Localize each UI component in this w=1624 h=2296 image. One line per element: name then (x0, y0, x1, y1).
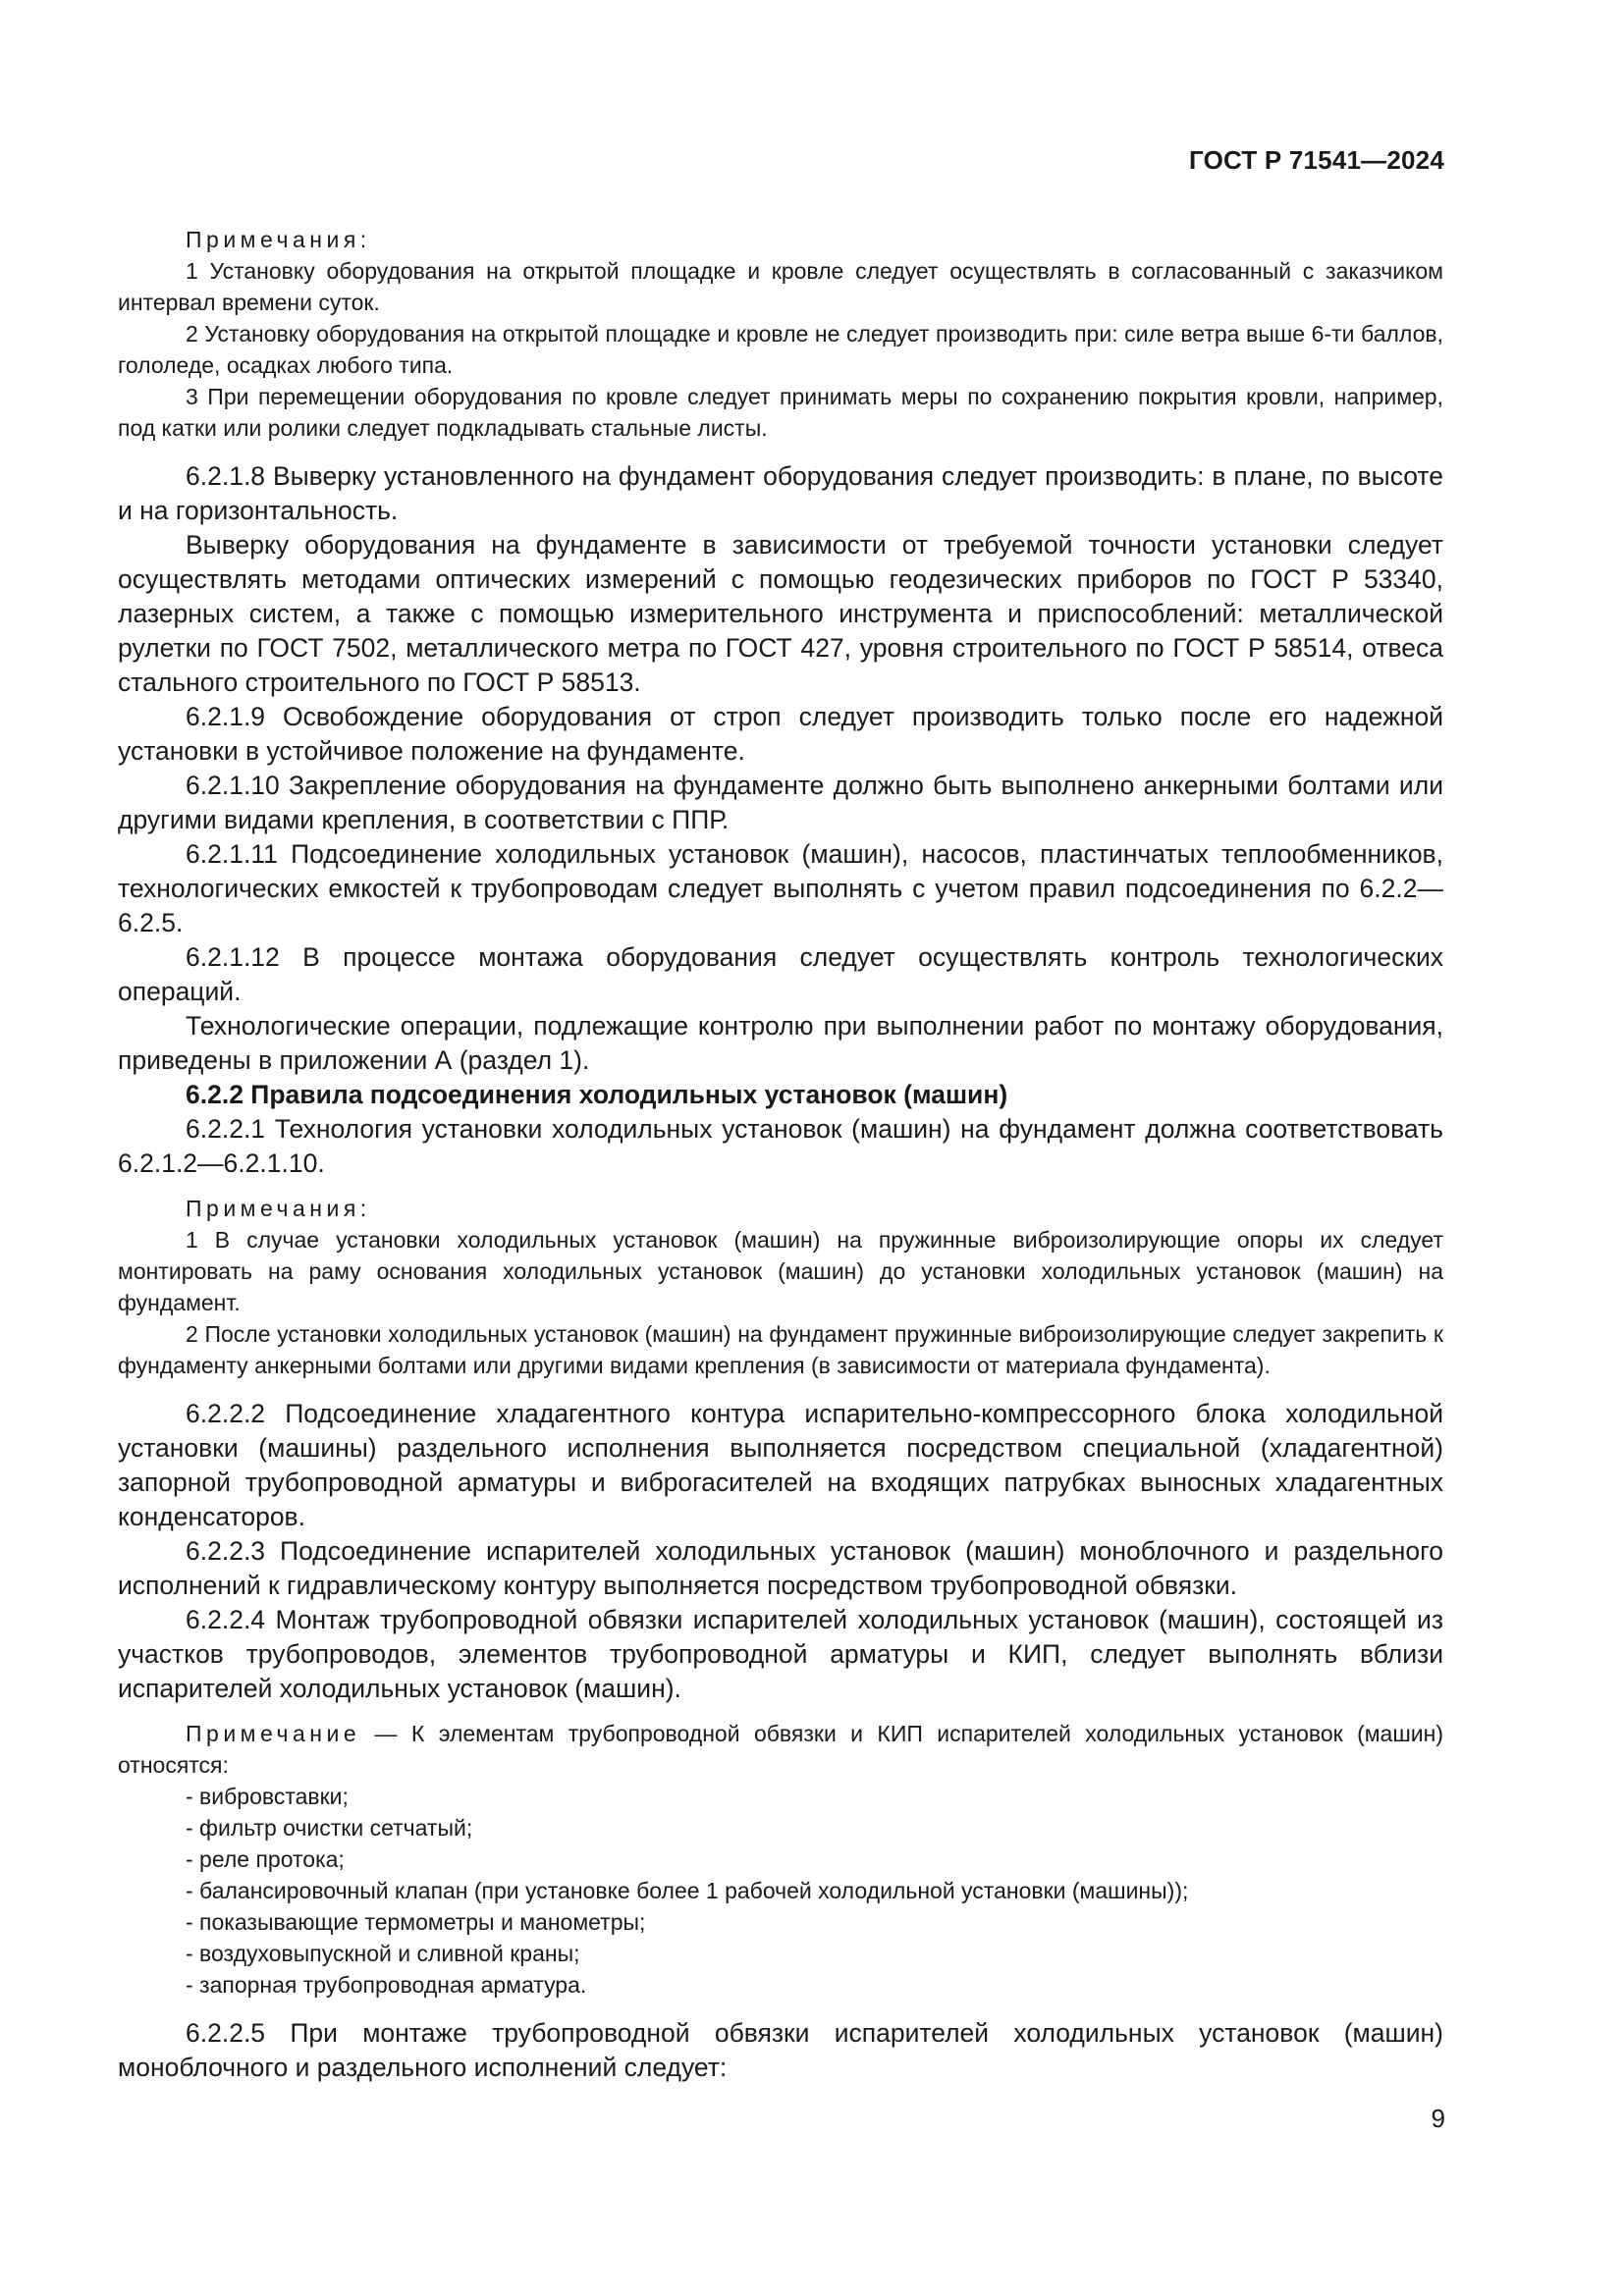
clause-6223: 6.2.2.3 Подсоединение испарителей холодильных установок (машин) моноблочного и раздельного исполнений к гидравлическому контуру выполняется посредством трубопроводной обвязки. (118, 1536, 1443, 1600)
list-item: - показывающие термометры и манометры; (186, 1909, 646, 1935)
note-item: 1 Установку оборудования на открытой площадке и кровле следует осуществлять в согласованный с заказчиком интервал времени суток. (118, 258, 1443, 315)
clause-62112-continued: Технологические операции, подлежащие контролю при выполнении работ по монтажу оборудования, приведены в приложении А (раздел 1). (118, 1011, 1443, 1075)
list-item: - запорная трубопроводная арматура. (186, 1972, 587, 1998)
clause-6219: 6.2.1.9 Освобождение оборудования от строп следует производить только после его надежной установки в устойчивое положение на фундаменте. (118, 702, 1443, 766)
clause-62112: 6.2.1.12 В процессе монтажа оборудования следует осуществлять контроль технологических операций. (118, 942, 1443, 1006)
list-item: - балансировочный клапан (при установке более 1 рабочей холодильной установки (машины)); (186, 1878, 1189, 1903)
notes-label: Примечания: (186, 1196, 371, 1221)
clause-6225: 6.2.2.5 При монтаже трубопроводной обвязки испарителей холодильных установок (машин) моноблочного и раздельного исполнений следует: (118, 2018, 1443, 2082)
clause-6224: 6.2.2.4 Монтаж трубопроводной обвязки испарителей холодильных установок (машин), состоящей из участков трубопроводов, элементов трубопроводной арматуры и КИП, следует выполнять вблизи испарителей холодильных установок (машин). (118, 1605, 1443, 1703)
section-heading-622: 6.2.2 Правила подсоединения холодильных установок (машин) (186, 1080, 1008, 1109)
note-item: 1 В случае установки холодильных установок (машин) на пружинные виброизолирующие опоры их следует монтировать на раму основания холодильных установок (машин) до установки холодильных установок (машин) на фундамент. (118, 1227, 1443, 1315)
document-body (118, 224, 1443, 2085)
clause-62111: 6.2.1.11 Подсоединение холодильных установок (машин), насосов, пластинчатых теплообменников, технологических емкостей к трубопроводам следует выполнять с учетом правил подсоединения по 6.2.2—6.2.5. (118, 839, 1443, 937)
notes-label: Примечания: (186, 227, 371, 252)
document-code-header: ГОСТ Р 71541—2024 (1189, 145, 1444, 175)
note-item: 2 После установки холодильных установок (машин) на фундамент пружинные виброизолирующие следует закрепить к фундаменту анкерными болтами или другими видами крепления (в зависимости от материала фундамента). (118, 1321, 1443, 1378)
clause-6221: 6.2.2.1 Технология установки холодильных установок (машин) на фундамент должна соответствовать 6.2.1.2—6.2.1.10. (118, 1114, 1443, 1178)
list-item: - реле протока; (186, 1846, 345, 1872)
note-paragraph (118, 1718, 1443, 1781)
clause-62110: 6.2.1.10 Закрепление оборудования на фундаменте должно быть выполнено анкерными болтами или другими видами крепления, в соответствии с ППР. (118, 771, 1443, 834)
list-item: - вибровставки; (186, 1784, 349, 1809)
note-bullet-list (118, 1781, 1443, 2001)
note-label: Примечание (186, 1721, 361, 1746)
page-number: 9 (1431, 2104, 1445, 2133)
list-item: - фильтр очистки сетчатый; (186, 1815, 473, 1841)
list-item: - воздуховыпускной и сливной краны; (186, 1941, 580, 1966)
clause-6222: 6.2.2.2 Подсоединение хладагентного контура испарительно-компрессорного блока холодильной установки (машины) раздельного исполнения выполняется посредством специальной (хладагентной) запорной трубопроводной арматуры и виброгасителей на входящих патрубках выносных хладагентных конденсаторов. (118, 1399, 1443, 1531)
note-item: 2 Установку оборудования на открытой площадке и кровле не следует производить при: силе ветра выше 6-ти баллов, гололеде, осадках любого типа. (118, 321, 1443, 378)
clause-6218-continued: Выверку оборудования на фундаменте в зависимости от требуемой точности установки следует осуществлять методами оптических измерений с помощью геодезических приборов по ГОСТ Р 53340, лазерных систем, а также с помощью измерительного инструмента и приспособлений: металлической рулетки по ГОСТ 7502, металлического метра по ГОСТ 427, уровня строительного по ГОСТ Р 58514, отвеса стального строительного по ГОСТ Р 58513. (118, 530, 1443, 697)
clause-6218: 6.2.1.8 Выверку установленного на фундамент оборудования следует производить: в плане, по высоте и на горизонтальность. (118, 461, 1443, 525)
note-text: — К элементам трубопроводной обвязки и КИП испарителей холодильных установок (машин) относятся: (118, 1721, 1443, 1778)
note-item: 3 При перемещении оборудования по кровле следует принимать меры по сохранению покрытия кровли, например, под катки или ролики следует подкладывать стальные листы. (118, 384, 1443, 441)
